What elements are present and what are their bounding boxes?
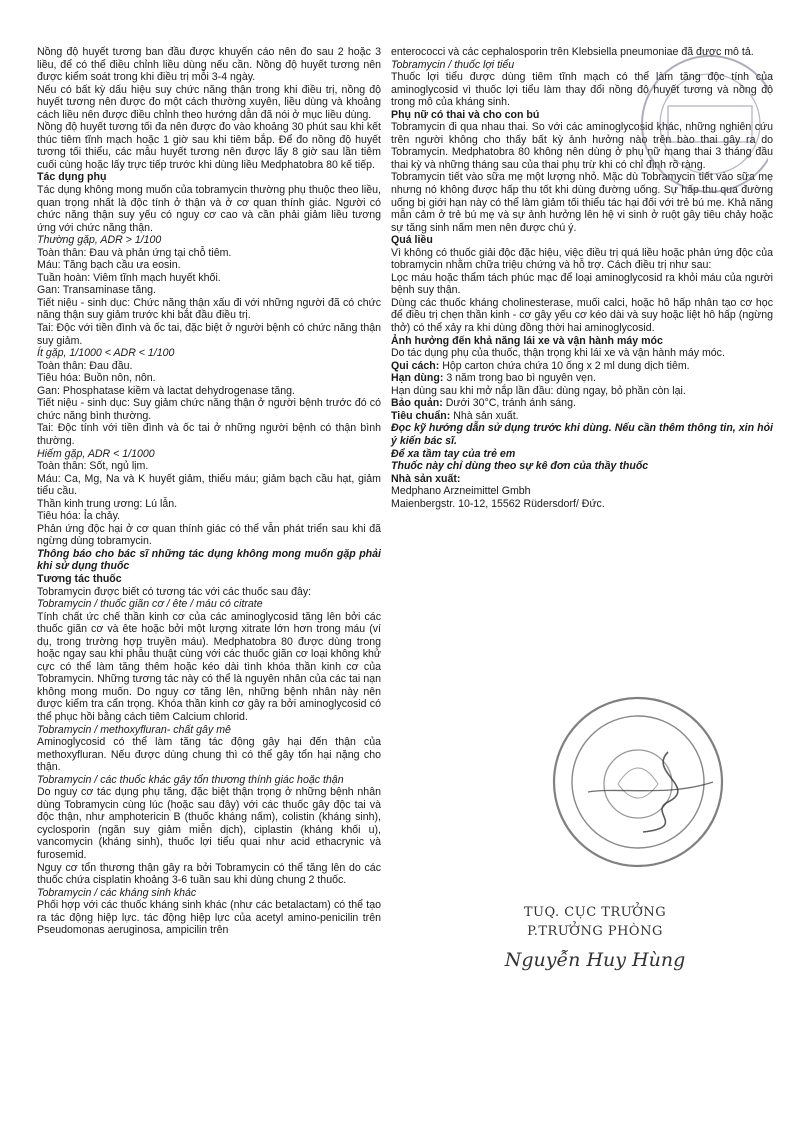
paragraph: Phối hợp với các thuốc kháng sinh khác (như các betalactam) có thể tạo ra tác động hiệp lực. tác động hiệp lực của acetyl amino-penicilin trên Pseudomonas aeruginosa, ampicilin trên — [37, 899, 381, 937]
spec-line — [391, 372, 773, 385]
paragraph: enterococci và các cephalosporin trên Klebsiella pneumoniae đã được mô tả. — [391, 46, 754, 58]
signature-block — [495, 905, 695, 971]
spec-label: Bảo quản: — [391, 397, 443, 410]
paragraph: Thuốc lợi tiểu được dùng tiêm tĩnh mạch có thể làm tăng độc tính của aminoglycosid vì thuốc lợi tiểu làm thay đổi nồng độ huyết tương và nồng độ trong mô của kháng sinh. — [391, 71, 773, 109]
paragraph: Nồng độ huyết tương ban đầu được khuyến cáo nên đo sau 2 hoặc 3 liều, để có thể điều chỉnh liều dùng nếu cần. Nồng độ huyết tương nên được kiểm soát trong khi điều trị mỗi 3-4 ngày. — [37, 46, 381, 84]
spec-label: Qui cách: — [391, 359, 440, 372]
section-heading: Nhà sản xuất: — [391, 472, 461, 485]
paragraph: Do tác dụng phụ của thuốc, thận trọng khi lái xe và vận hành máy móc. — [391, 347, 725, 360]
paragraph: Tuần hoàn: Viêm tĩnh mạch huyết khối. — [37, 271, 221, 284]
paragraph: Aminoglycosid có thể làm tăng tác động gây hại đến thận của methoxyfluran. Nếu được dùng chung thì có thể gây tổn hại nặng cho thận. — [37, 736, 381, 774]
paragraph: Tobramycin tiết vào sữa mẹ một lượng nhỏ. Mặc dù Tobramycin tiết vào sữa mẹ nhưng nó không được hấp thu tốt khi dùng đường uống. Sự hấp thu qua đường uống bị giới hạn này có thể làm giảm tối thiểu tác hại đối với trẻ bú mẹ. Khả năng mẫn cảm ở trẻ bú mẹ và sự ảnh hưởng lên hệ vi sinh ở ruột gây tiêu chảy hoặc sự tăng sinh nấm men nên được chú ý. — [391, 171, 773, 234]
notice-text: Để xa tầm tay của trẻ em — [391, 447, 516, 460]
spec-value: Dưới 30°C, tránh ánh sáng. — [442, 397, 576, 410]
section-heading: Tác dụng phụ — [37, 171, 107, 184]
paragraph: Tiết niệu - sinh dục: Suy giảm chức năng thận ở người bệnh trước đó có chức năng bình thường. — [37, 397, 381, 422]
company-seal-icon — [598, 44, 768, 204]
subsection-heading: Hiếm gặp, ADR < 1/1000 — [37, 447, 155, 460]
subsection-heading: Tobramycin / methoxyfluran- chất gây mê — [37, 723, 231, 736]
paragraph: Toàn thân: Đau đầu. — [37, 359, 133, 372]
paragraph: Gan: Phosphatase kiềm và lactat dehydrogenase tăng. — [37, 384, 295, 397]
subsection-heading: Ít gặp, 1/1000 < ADR < 1/100 — [37, 347, 175, 360]
paragraph: Tobramycin đi qua nhau thai. So với các aminoglycosid khác, những nghiên cứu trên người không cho thấy bất kỳ ảnh hưởng nào trên bào thai gây ra do Tobramycin. Medphatobra 80 không nên dùng ở phụ nữ mang thai 3 tháng đầu thai kỳ và những tháng sau của thai phụ trừ khi có chỉ định rõ ràng. — [391, 121, 773, 171]
paragraph: Tobramycin được biết có tương tác với các thuốc sau đây: — [37, 585, 312, 598]
paragraph: Toàn thân: Đau và phản ứng tại chỗ tiêm. — [37, 246, 232, 259]
subsection-heading: Tobramycin / thuốc giãn cơ / ête / máu có citrate — [37, 598, 263, 611]
section-heading: Ảnh hưởng đến khả năng lái xe và vận hành máy móc — [391, 334, 663, 347]
spec-line — [391, 360, 773, 373]
paragraph: Tiết niệu - sinh dục: Chức năng thận xấu đi với những người đã có chức năng thận suy giảm trước khi bắt đầu điều trị. — [37, 296, 381, 322]
spec-line — [391, 410, 773, 423]
paragraph: Nồng độ huyết tương tối đa nên được đo vào khoảng 30 phút sau khi kết thúc tiêm tĩnh mạch hoặc 1 giờ sau khi tiêm bắp. Để đo nồng độ huyết tương tối thiểu, các mẫu huyết tương nên được lấy 8 giờ sau lần tiêm cuối cùng hoặc lấy trực tiếp trước khi dùng liều Medphatobra 80 kế tiếp. — [37, 121, 381, 171]
paragraph: Gan: Transaminase tăng. — [37, 284, 156, 297]
spec-value: Nhà sản xuất. — [450, 409, 519, 422]
subsection-heading: Tobramycin / các thuốc khác gây tổn thương thính giác hoặc thận — [37, 773, 344, 786]
notice-text: Đọc kỹ hướng dẫn sử dụng trước khi dùng. Nếu cần thêm thông tin, xin hỏi ý kiến bác sĩ. — [391, 422, 773, 447]
signature-subtitle: P.TRƯỞNG PHÒNG — [527, 924, 663, 939]
paragraph: Vì không có thuốc giải độc đặc hiệu, việc điều trị quá liều hoặc phản ứng độc của tobramycin nhằm chữa triệu chứng và hỗ trợ. Cách điều trị như sau: — [391, 246, 773, 272]
paragraph: Do nguy cơ tác dụng phụ tăng, đặc biệt thận trọng ở những bệnh nhân dùng Tobramycin cùng lúc (hoặc sau đây) với các thuốc gây độc tai và độc thận, như amphotericin B (thuốc kháng nấm), colistin (kháng sinh), cyclosporin (ngăn suy giảm miễn dịch), ciplastin (kháng khối u), vancomycin (kháng sinh), thuốc lợi tiểu quai như acid ethacrynic và furosemid. — [37, 786, 381, 861]
paragraph: Tiêu hóa: Buồn nôn, nôn. — [37, 372, 156, 385]
spec-label: Hạn dùng: — [391, 372, 444, 385]
paragraph: Tai: Độc với tiền đình và ốc tai, đặc biệt ở người bệnh có chức năng thận suy giảm. — [37, 322, 381, 347]
notice-text: Thông báo cho bác sĩ những tác dụng không mong muốn gặp phải khi sử dụng thuốc — [37, 547, 381, 573]
paragraph: Nếu có bất kỳ dấu hiệu suy chức năng thận trong khi điều trị, nồng độ huyết tương nên được đo một cách thường xuyên, liều dùng và khoảng cách liều nên được điều chỉnh theo hướng dẫn đã nói ở mục liều dùng. — [37, 83, 381, 121]
subsection-heading: Tobramycin / các kháng sinh khác — [37, 886, 197, 899]
subsection-heading: Tobramycin / thuốc lợi tiểu — [391, 58, 515, 71]
subsection-heading: Thường gặp, ADR > 1/100 — [37, 234, 162, 247]
section-heading: Quá liều — [391, 234, 433, 247]
spec-label: Tiêu chuẩn: — [391, 409, 451, 422]
paragraph: Hạn dùng sau khi mở nắp lần đầu: dùng ngay, bỏ phần còn lại. — [391, 384, 686, 397]
signature-name: Nguyễn Huy Hùng — [504, 949, 686, 971]
left-column — [37, 46, 381, 937]
paragraph: Máu: Tăng bạch cầu ưa eosin. — [37, 259, 181, 272]
paragraph: Phản ứng độc hại ở cơ quan thính giác có thể vẫn phát triển sau khi đã ngừng dùng tobramycin. — [37, 522, 381, 548]
ministry-seal-icon — [548, 692, 728, 872]
paragraph: Dùng các thuốc kháng cholinesterase, muối calci, hoặc hô hấp nhân tạo cơ học để điều trị chẹn thần kinh - cơ gây yếu cơ kéo dài và suy hoặc liệt hô hấp (ngừng thở) có thể xảy ra khi dùng đồng thời hai aminoglycosid. — [391, 296, 773, 335]
paragraph: Toàn thân: Sốt, ngủ lịm. — [37, 460, 149, 473]
paragraph: Tác dụng không mong muốn của tobramycin thường phụ thuộc theo liều, quan trọng nhất là độc tính ở thận và ở cơ quan thính giác. Người có chức năng thận suy yếu có nguy cơ cao và cần phải giảm liều tương ứng với chức năng thận. — [37, 184, 381, 234]
paragraph: Tai: Độc tính với tiền đình và ốc tai ở những người bệnh có thận bình thường. — [37, 422, 381, 447]
notice-text: Thuốc này chỉ dùng theo sự kê đơn của thầy thuốc — [391, 460, 649, 473]
spec-value: 3 năm trong bao bì nguyên vẹn. — [443, 372, 596, 385]
paragraph: Máu: Ca, Mg, Na và K huyết giảm, thiếu máu; giảm bạch cầu hạt, giảm tiểu cầu. — [37, 472, 381, 498]
spec-value: Hộp carton chứa chứa 10 ống x 2 ml dung dịch tiêm. — [439, 359, 690, 372]
paragraph: Tính chất ức chế thần kinh cơ của các aminoglycosid tăng lên bởi các thuốc giãn cơ và ête hoặc bởi một lượng xitrate lớn hơn trong máu (ví dụ, trong trường hợp truyền máu). Medphatobra 80 được dùng trong hoặc ngay sau khi phẫu thuật cùng với các thuốc giãn cơ loại không khử cực có thể làm tăng thêm hoặc kéo dài tình khóa thần kinh cơ của Tobramycin. Những tương tác này có thể là nguyên nhân của các tai nạn không mong muốn. Do nguy cơ tăng lên, những bệnh nhân này nên được kiểm tra cẩn trọng. Khóa thần kinh cơ gây ra bởi aminoglycosid có thể phục hồi bằng cách tiêm Calcium chlorid. — [37, 610, 381, 723]
paragraph: Nguy cơ tổn thương thận gây ra bởi Tobramycin có thể tăng lên do các thuốc chứa cisplatin khoảng 3-6 tuần sau khi dùng chung 2 thuốc. — [37, 861, 381, 887]
signature-title: TUQ. CỤC TRƯỞNG — [523, 905, 667, 920]
paragraph: Tiêu hóa: Ỉa chảy. — [37, 510, 121, 523]
paragraph: Thần kinh trung ương: Lú lẫn. — [37, 497, 178, 510]
paragraph: Maienbergstr. 10-12, 15562 Rüdersdorf/ Đức. — [391, 497, 605, 510]
section-heading: Phụ nữ có thai và cho con bú — [391, 108, 540, 121]
paragraph: Medphano Arzneimittel Gmbh — [391, 485, 531, 498]
paragraph: Lọc máu hoặc thẩm tách phúc mạc để loại aminoglycosid ra khỏi máu của người bệnh suy thận. — [391, 271, 773, 297]
section-heading: Tương tác thuốc — [37, 572, 122, 585]
spec-line — [391, 397, 773, 410]
